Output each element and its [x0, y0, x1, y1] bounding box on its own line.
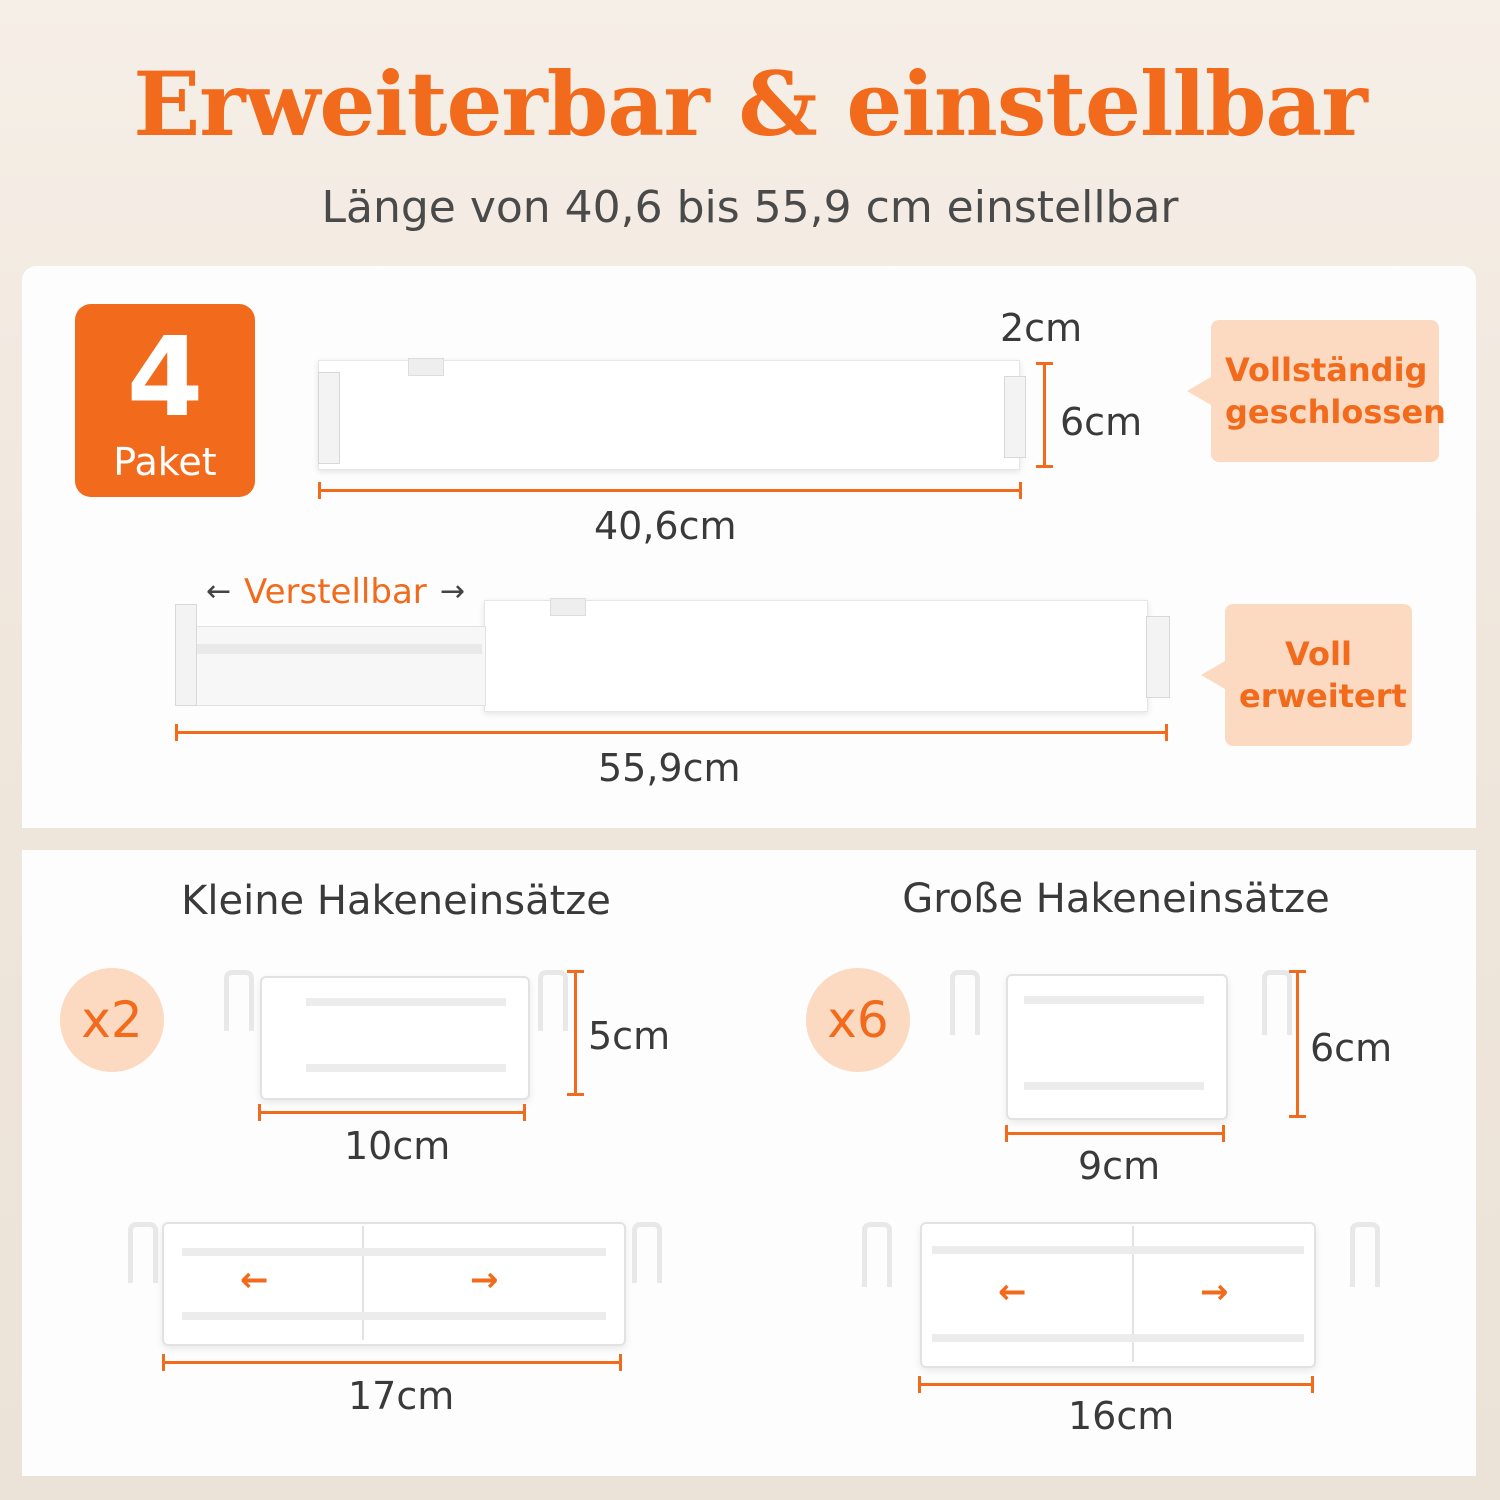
small-inserts-title: Kleine Hakeneinsätze: [181, 878, 611, 924]
small-insert-ext-hook-left: [128, 1222, 158, 1283]
divider-extended-rail: [196, 644, 482, 654]
large-insert-extended-width: 16cm: [1068, 1394, 1175, 1438]
callout-extended-text: Voll erweitert: [1239, 635, 1407, 715]
small-insert-slot-bottom: [306, 1064, 506, 1072]
arrow-right-icon: →: [440, 574, 466, 609]
small-insert-arrow-left-icon: ←: [240, 1260, 269, 1300]
large-insert-arrow-right-icon: →: [1200, 1272, 1229, 1312]
large-insert-ext-hook-left: [862, 1222, 892, 1287]
extended-length-line: [175, 731, 1168, 734]
large-insert-extended: [920, 1222, 1316, 1368]
large-insert-ext-slot-bottom: [932, 1334, 1304, 1342]
divider-extended-slide: [188, 626, 486, 706]
divider-extended-latch: [550, 598, 586, 616]
divider-closed-endcap-right: [1004, 376, 1026, 458]
closed-height: 6cm: [1060, 400, 1143, 444]
large-insert-height: 6cm: [1310, 1026, 1393, 1070]
divider-extended-endcap-left: [175, 604, 197, 706]
closed-length-line: [318, 489, 1022, 492]
small-insert-ext-slot-bottom: [182, 1312, 606, 1320]
divider-closed-endcap-left: [318, 372, 340, 464]
page-subtitle: Länge von 40,6 bis 55,9 cm einstellbar: [321, 182, 1179, 233]
small-insert-extended: [162, 1222, 626, 1346]
large-insert-slot-top: [1024, 996, 1204, 1004]
small-insert-extended-divider: [362, 1226, 364, 1340]
small-insert-extended-width: 17cm: [348, 1374, 455, 1418]
small-insert-width-line: [258, 1111, 526, 1114]
large-insert-width: 9cm: [1078, 1144, 1161, 1188]
divider-closed-latch: [408, 358, 444, 376]
adjustable-label: Verstellbar: [244, 572, 427, 612]
divider-closed: [318, 360, 1020, 470]
small-insert-width: 10cm: [344, 1124, 451, 1168]
small-insert-height-line: [574, 970, 577, 1096]
large-insert-hook-right: [1262, 970, 1292, 1035]
large-insert-ext-hook-right: [1350, 1222, 1380, 1287]
callout-closed: [1211, 320, 1446, 462]
divider-extended-endcap-right: [1146, 616, 1170, 698]
small-insert-hook-left: [224, 970, 254, 1031]
small-insert-slot-top: [306, 998, 506, 1006]
closed-height-line: [1043, 362, 1046, 468]
small-insert-hook-right: [538, 970, 568, 1031]
small-insert-ext-width-line: [162, 1361, 622, 1364]
closed-top-height: 2cm: [1000, 306, 1083, 350]
page-title: Erweiterbar & einstellbar: [133, 52, 1367, 156]
callout-closed-text: Vollständig geschlossen: [1225, 351, 1446, 431]
pack-label: Paket: [113, 440, 217, 484]
small-insert-arrow-right-icon: →: [470, 1260, 499, 1300]
small-insert-height: 5cm: [588, 1014, 671, 1058]
large-insert-ext-width-line: [918, 1383, 1314, 1386]
small-insert: [260, 976, 530, 1100]
pack-number: 4: [126, 313, 204, 441]
large-inserts-title: Große Hakeneinsätze: [902, 876, 1330, 922]
large-insert-slot-bottom: [1024, 1082, 1204, 1090]
large-insert-ext-slot-top: [932, 1246, 1304, 1254]
arrow-left-icon: ←: [206, 574, 232, 609]
small-insert-ext-slot-top: [182, 1248, 606, 1256]
small-inserts-count: x2: [60, 968, 164, 1072]
large-insert-arrow-left-icon: ←: [998, 1272, 1027, 1312]
closed-length: 40,6cm: [594, 504, 737, 548]
callout-extended: [1225, 604, 1412, 746]
pack-badge: [75, 304, 255, 497]
large-inserts-count: x6: [806, 968, 910, 1072]
small-insert-ext-hook-right: [632, 1222, 662, 1283]
large-insert-hook-left: [950, 970, 980, 1035]
large-insert-height-line: [1296, 970, 1299, 1118]
divider-extended: [484, 600, 1148, 712]
extended-length: 55,9cm: [598, 746, 741, 790]
large-insert-width-line: [1005, 1132, 1225, 1135]
